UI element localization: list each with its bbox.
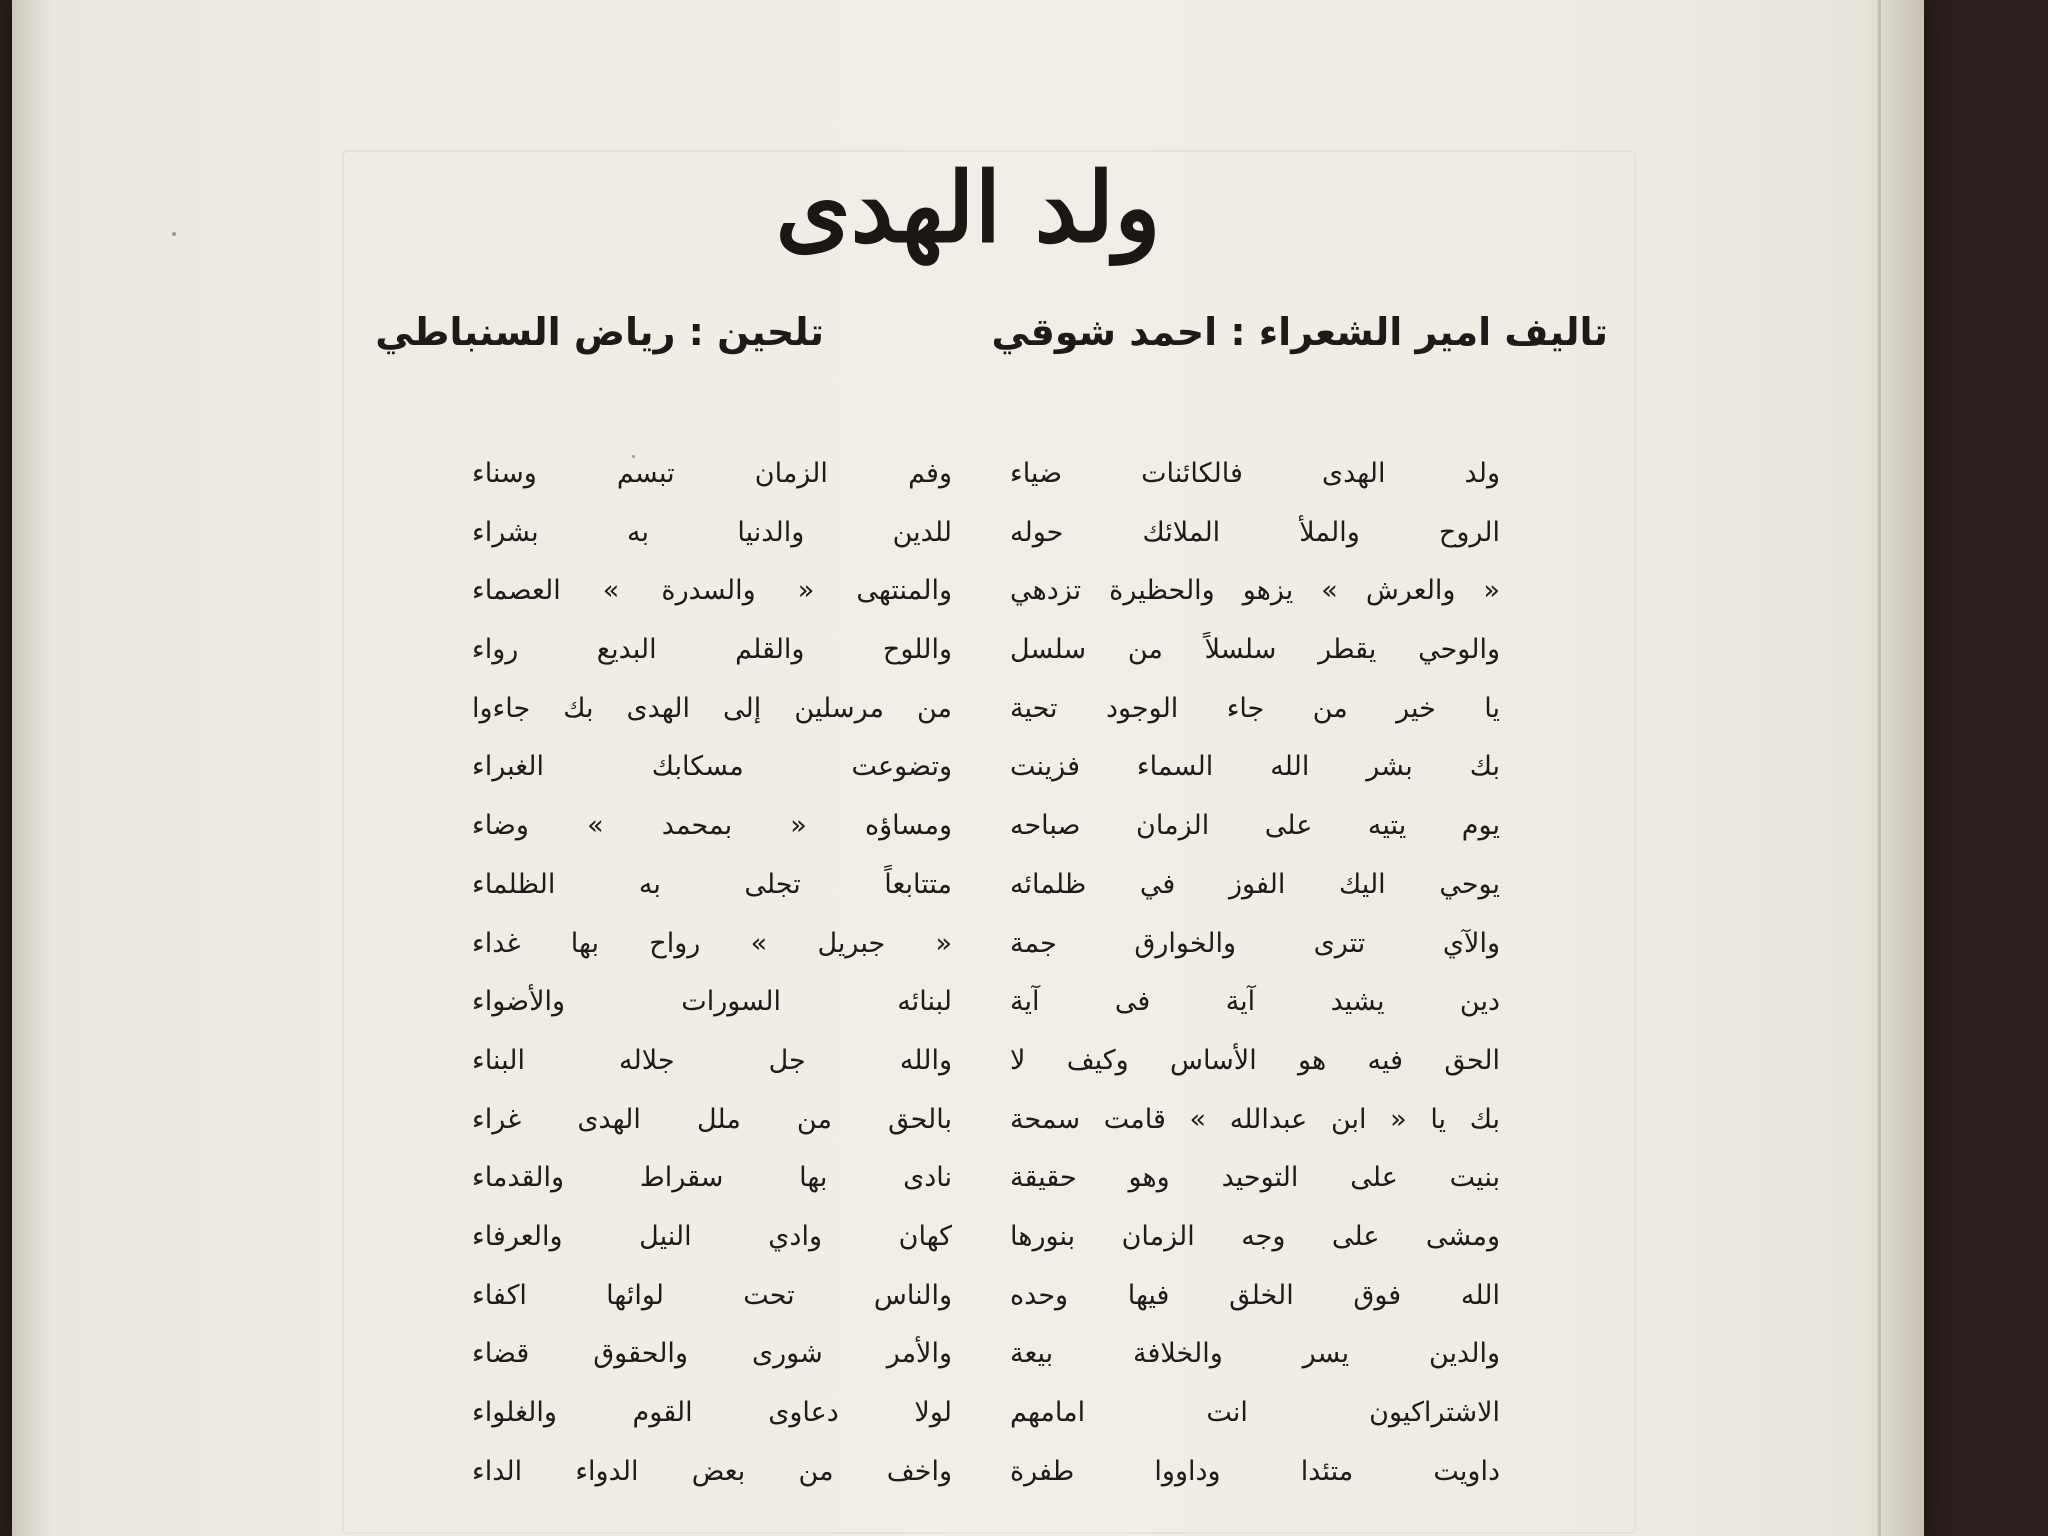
verse-line: وفم الزمان تبسم وسناء — [472, 458, 952, 489]
verse-line: الله فوق الخلق فيها وحده — [1010, 1279, 1500, 1311]
verse-line: ومشى على وجه الزمان بنورها — [1010, 1220, 1500, 1252]
verse-line: للدين والدنيا به بشراء — [472, 516, 952, 548]
verse-line: لولا دعاوى القوم والغلواء — [472, 1397, 952, 1428]
verse-line: بك بشر الله السماء فزينت — [1010, 751, 1500, 783]
verse-line: كهان وادي النيل والعرفاء — [472, 1220, 952, 1252]
verse-line: « والعرش » يزهو والحظيرة تزدهي — [1010, 575, 1500, 607]
verse-column-right — [1010, 445, 1500, 1501]
verse-line: وتضوعت مسكابك الغبراء — [472, 751, 952, 783]
verse-line: لبنائه السورات والأضواء — [472, 986, 952, 1018]
verse-line: متتابعاً تجلى به الظلماء — [472, 868, 952, 900]
verse-line: داويت متئدا وداووا طفرة — [1010, 1455, 1500, 1487]
verse-line: يوم يتيه على الزمان صباحه — [1010, 810, 1500, 842]
verse-line: « جبريل » رواح بها غداء — [472, 927, 952, 959]
verse-line: والله جل جلاله البناء — [472, 1044, 952, 1076]
verse-line: واخف من بعض الدواء الداء — [472, 1455, 952, 1487]
verse-line: دين يشيد آية فى آية — [1010, 986, 1500, 1018]
verse-line: والأمر شورى والحقوق قضاء — [472, 1338, 952, 1370]
verse-line: من مرسلين إلى الهدى بك جاءوا — [472, 692, 952, 724]
verse-line: والناس تحت لوائها اكفاء — [472, 1279, 952, 1311]
verse-line: يوحي اليك الفوز في ظلمائه — [1010, 868, 1500, 900]
verse-line: يا خير من جاء الوجود تحية — [1010, 692, 1500, 724]
verse-line: والدين يسر والخلافة بيعة — [1010, 1338, 1500, 1370]
verse-line: الحق فيه هو الأساس وكيف لا — [1010, 1044, 1500, 1076]
verse-line: والمنتهى « والسدرة » العصماء — [472, 575, 952, 607]
author-credit: تاليف امير الشعراء : احمد شوقي — [991, 310, 1608, 354]
verse-line: الاشتراكيون انت امامهم — [1010, 1397, 1500, 1428]
verse-line: واللوح والقلم البديع رواء — [472, 634, 952, 666]
verse-line: ومساؤه « بمحمد » وضاء — [472, 810, 952, 842]
verse-line: بالحق من ملل الهدى غراء — [472, 1103, 952, 1135]
verse-line: والوحي يقطر سلسلاً من سلسل — [1010, 634, 1500, 666]
composer-credit: تلحين : رياض السنباطي — [375, 310, 824, 354]
song-title: ولد الهدى — [775, 151, 1161, 264]
book-page — [12, 0, 1924, 1536]
verse-line: بك يا « ابن عبدالله » قامت سمحة — [1010, 1103, 1500, 1135]
verse-line: ولد الهدى فالكائنات ضياء — [1010, 458, 1500, 489]
verse-line: نادى بها سقراط والقدماء — [472, 1162, 952, 1194]
page-fold-shadow — [1878, 0, 1881, 1536]
verse-line: الروح والملأ الملائك حوله — [1010, 516, 1500, 548]
verse-line: بنيت على التوحيد وهو حقيقة — [1010, 1162, 1500, 1194]
verse-column-left — [472, 445, 952, 1501]
verse-line: والآي تترى والخوارق جمة — [1010, 927, 1500, 959]
